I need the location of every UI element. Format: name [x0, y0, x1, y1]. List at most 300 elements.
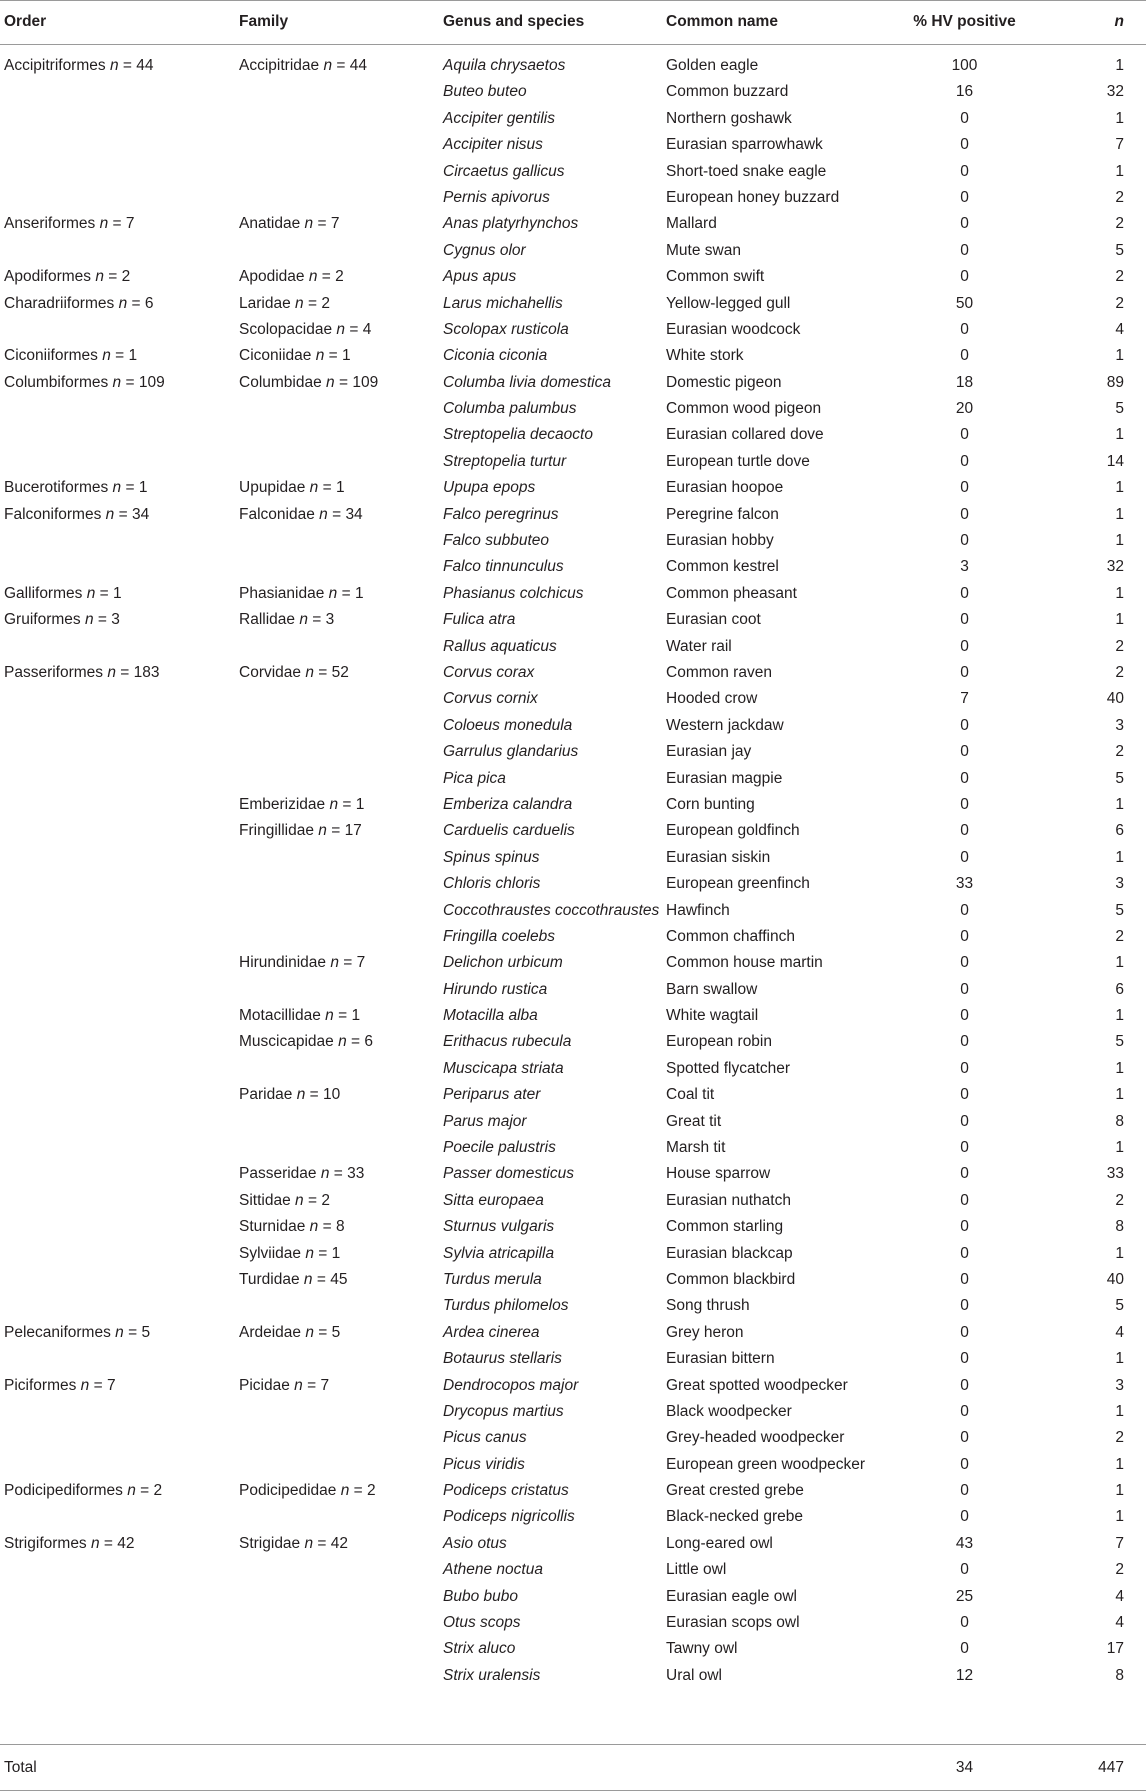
order-cell-name: Strigiformes	[4, 1534, 87, 1552]
species-cell: Bubo bubo	[443, 1587, 518, 1605]
family-cell	[239, 742, 443, 768]
hv-positive-cell: 0	[960, 479, 969, 497]
species-cell: Coccothraustes coccothraustes	[443, 901, 660, 919]
common-name-cell: European robin	[666, 1033, 772, 1051]
table-row	[0, 1349, 1146, 1375]
family-cell: Motacillidae n = 1	[239, 1007, 361, 1025]
table-row	[0, 373, 1146, 399]
hv-positive-cell: 0	[960, 505, 969, 523]
family-cell-count: 1	[354, 584, 364, 602]
table-row	[0, 188, 1146, 214]
hv-positive-cell: 0	[960, 1112, 969, 1130]
table-row	[0, 848, 1146, 874]
family-cell-count: 4	[362, 320, 372, 338]
order-cell: Gruiformes n = 3	[4, 611, 120, 629]
family-cell	[239, 769, 443, 795]
n-cell: 7	[1115, 136, 1124, 154]
common-name-cell: Hooded crow	[666, 690, 758, 708]
family-cell-count: 17	[344, 822, 362, 840]
common-name-cell: Grey heron	[666, 1323, 744, 1341]
hv-positive-cell: 0	[960, 109, 969, 127]
hv-positive-cell: 0	[960, 716, 969, 734]
family-cell: Accipitridae n = 44	[239, 57, 367, 74]
n-cell: 1	[1115, 1350, 1124, 1368]
family-cell-name: Ciconiidae	[239, 347, 312, 365]
order-cell	[0, 452, 239, 478]
order-cell	[0, 1085, 239, 1111]
table-row	[0, 346, 1146, 372]
hv-positive-cell: 0	[960, 1297, 969, 1315]
family-cell	[239, 1613, 443, 1639]
n-cell: 5	[1115, 901, 1124, 919]
species-cell: Rallus aquaticus	[443, 637, 557, 655]
family-cell-name: Scolopacidae	[239, 320, 333, 338]
family-cell: Emberizidae n = 1	[239, 795, 365, 813]
table-row	[0, 1059, 1146, 1085]
common-name-cell: White stork	[666, 347, 744, 365]
order-cell-count: 7	[106, 1376, 116, 1394]
order-cell	[0, 531, 239, 557]
table-row	[0, 663, 1146, 689]
n-cell: 1	[1115, 1455, 1124, 1473]
order-cell: Piciformes n = 7	[4, 1376, 116, 1394]
family-cell: Falconidae n = 34	[239, 505, 363, 523]
hv-positive-cell: 0	[960, 1640, 969, 1658]
n-cell: 6	[1115, 980, 1124, 998]
hv-positive-cell: 0	[960, 347, 969, 365]
order-cell-name: Pelecaniformes	[4, 1323, 111, 1341]
order-cell	[0, 1666, 239, 1692]
family-cell-name: Emberizidae	[239, 795, 326, 813]
total-empty	[443, 1745, 666, 1791]
family-cell: Picidae n = 7	[239, 1376, 330, 1394]
order-cell	[0, 927, 239, 953]
hv-positive-cell: 0	[960, 1482, 969, 1500]
order-cell	[0, 821, 239, 847]
n-cell: 2	[1115, 743, 1124, 761]
family-cell-name: Fringillidae	[239, 822, 314, 840]
common-name-cell: Great tit	[666, 1112, 722, 1130]
order-cell	[0, 557, 239, 583]
header-common-name: Common name	[666, 12, 778, 30]
species-cell: Podiceps nigricollis	[443, 1508, 575, 1526]
table-row	[0, 399, 1146, 425]
table-row	[0, 1191, 1146, 1217]
order-cell-count: 3	[111, 611, 120, 629]
n-cell: 8	[1115, 1218, 1124, 1236]
species-cell: Erithacus rubecula	[443, 1033, 572, 1051]
family-cell-count: 52	[331, 663, 349, 681]
family-cell	[239, 162, 443, 188]
species-cell: Scolopax rusticola	[443, 320, 569, 338]
header-family: Family	[239, 12, 289, 30]
total-n: 447	[1098, 1758, 1124, 1776]
order-cell	[0, 742, 239, 768]
common-name-cell: Common kestrel	[666, 558, 779, 576]
hv-positive-cell: 0	[960, 822, 969, 840]
n-cell: 1	[1115, 347, 1124, 365]
family-cell: Columbidae n = 109	[239, 373, 379, 391]
table-row	[0, 1560, 1146, 1586]
family-cell: Sittidae n = 2	[239, 1191, 330, 1209]
order-cell	[0, 1428, 239, 1454]
n-cell: 2	[1115, 637, 1124, 655]
family-cell	[239, 1560, 443, 1586]
family-cell	[239, 927, 443, 953]
species-cell: Cygnus olor	[443, 241, 526, 259]
family-cell-count: 7	[330, 215, 340, 233]
n-cell: 1	[1115, 162, 1124, 180]
common-name-cell: Common starling	[666, 1218, 784, 1236]
common-name-cell: White wagtail	[666, 1007, 759, 1025]
order-cell	[0, 1613, 239, 1639]
family-cell	[239, 1639, 443, 1665]
n-cell: 5	[1115, 769, 1124, 787]
family-cell-name: Muscicapidae	[239, 1033, 334, 1051]
table-row	[0, 716, 1146, 742]
table-row	[0, 452, 1146, 478]
family-cell-name: Passeridae	[239, 1165, 317, 1183]
table-row	[0, 742, 1146, 768]
species-cell: Spinus spinus	[443, 848, 540, 866]
order-cell	[0, 716, 239, 742]
hv-positive-cell: 0	[960, 1165, 969, 1183]
hv-positive-cell: 0	[960, 1218, 969, 1236]
table-row	[0, 901, 1146, 927]
n-cell: 1	[1115, 954, 1124, 972]
n-cell: 1	[1115, 584, 1124, 602]
family-cell	[239, 716, 443, 742]
order-cell	[0, 1006, 239, 1032]
table-row	[0, 135, 1146, 161]
hv-positive-cell: 20	[955, 400, 974, 418]
family-cell-count: 1	[331, 1244, 341, 1262]
order-cell	[0, 980, 239, 1006]
n-cell: 2	[1115, 1429, 1124, 1447]
n-cell: 32	[1106, 558, 1124, 576]
species-cell: Upupa epops	[443, 479, 536, 497]
table-row	[0, 1112, 1146, 1138]
species-cell: Picus canus	[443, 1429, 527, 1447]
hv-positive-cell: 0	[960, 188, 969, 206]
n-cell: 1	[1115, 848, 1124, 866]
family-cell: Fringillidae n = 17	[239, 822, 362, 840]
n-cell: 2	[1115, 1561, 1124, 1579]
n-cell: 40	[1106, 690, 1124, 708]
family-cell-count: 1	[342, 347, 351, 365]
table-row	[0, 1006, 1146, 1032]
hv-positive-cell: 0	[960, 1191, 969, 1209]
species-cell: Athene noctua	[443, 1561, 543, 1579]
hv-positive-cell: 0	[960, 743, 969, 761]
order-cell-name: Columbiformes	[4, 373, 109, 391]
order-cell-name: Charadriiformes	[4, 294, 115, 312]
order-cell-name: Falconiformes	[4, 505, 102, 523]
table-row	[0, 478, 1146, 504]
hv-positive-cell: 18	[955, 373, 974, 391]
order-cell: Strigiformes n = 42	[4, 1534, 135, 1552]
order-cell	[0, 1296, 239, 1322]
order-cell	[0, 953, 239, 979]
family-cell-name: Rallidae	[239, 611, 296, 629]
n-cell: 4	[1115, 320, 1124, 338]
order-cell	[0, 1032, 239, 1058]
order-cell	[0, 425, 239, 451]
order-cell: Charadriiformes n = 6	[4, 294, 154, 312]
family-cell	[239, 1349, 443, 1375]
table-header	[0, 0, 1146, 44]
table-row	[0, 1455, 1146, 1481]
order-cell	[0, 1164, 239, 1190]
species-cell: Periparus ater	[443, 1086, 541, 1104]
order-cell-count: 7	[125, 215, 135, 233]
family-cell-count: 1	[335, 479, 345, 497]
family-cell-name: Accipitridae	[239, 57, 320, 74]
hv-positive-cell: 0	[960, 268, 969, 286]
hv-positive-cell: 0	[960, 1244, 969, 1262]
family-cell-count: 7	[356, 954, 366, 972]
family-cell	[239, 874, 443, 900]
table-row	[0, 584, 1146, 610]
hv-positive-cell: 0	[960, 320, 969, 338]
family-cell-name: Anatidae	[239, 215, 301, 233]
common-name-cell: Short-toed snake eagle	[666, 162, 827, 180]
family-cell-name: Falconidae	[239, 505, 315, 523]
species-cell: Circaetus gallicus	[443, 162, 565, 180]
common-name-cell: Tawny owl	[666, 1640, 738, 1658]
n-cell: 17	[1106, 1640, 1124, 1658]
hv-positive-cell: 100	[951, 57, 978, 74]
table-row	[0, 505, 1146, 531]
common-name-cell: Common swift	[666, 268, 765, 286]
family-cell	[239, 241, 443, 267]
order-cell	[0, 637, 239, 663]
family-cell	[239, 82, 443, 108]
table-row	[0, 874, 1146, 900]
species-cell: Garrulus glandarius	[443, 743, 579, 761]
order-cell-name: Galliformes	[4, 584, 83, 602]
order-cell	[0, 848, 239, 874]
table-row	[0, 1507, 1146, 1533]
species-cell: Accipiter nisus	[443, 136, 543, 154]
n-cell: 4	[1115, 1587, 1124, 1605]
hv-positive-cell: 0	[960, 241, 969, 259]
family-cell	[239, 1138, 443, 1164]
hv-positive-cell: 12	[955, 1666, 974, 1684]
family-cell: Paridae n = 10	[239, 1086, 341, 1104]
family-cell-count: 8	[335, 1218, 345, 1236]
common-name-cell: Eurasian eagle owl	[666, 1587, 797, 1605]
species-cell: Turdus philomelos	[443, 1297, 569, 1315]
table-row	[0, 320, 1146, 346]
n-cell: 32	[1106, 83, 1124, 101]
n-cell: 8	[1115, 1666, 1124, 1684]
order-cell	[0, 1191, 239, 1217]
order-cell	[0, 795, 239, 821]
order-cell-count: 2	[153, 1482, 163, 1500]
family-cell-name: Ardeidae	[239, 1323, 302, 1341]
order-cell	[0, 1455, 239, 1481]
table-row	[0, 1323, 1146, 1349]
common-name-cell: Coal tit	[666, 1086, 715, 1104]
common-name-cell: Eurasian collared dove	[666, 426, 824, 444]
order-cell-count: 1	[128, 347, 138, 365]
n-cell: 1	[1115, 109, 1124, 127]
family-cell-count: 7	[320, 1376, 330, 1394]
n-cell: 3	[1115, 1376, 1124, 1394]
hv-positive-cell: 0	[960, 769, 969, 787]
common-name-cell: Northern goshawk	[666, 109, 792, 127]
hv-positive-cell: 16	[955, 83, 974, 101]
hv-positive-cell: 0	[960, 1402, 969, 1420]
common-name-cell: Common buzzard	[666, 83, 789, 101]
species-cell: Picus viridis	[443, 1455, 525, 1473]
family-cell-count: 33	[347, 1165, 365, 1183]
common-name-cell: Common wood pigeon	[666, 400, 822, 418]
header-order: Order	[4, 12, 47, 30]
family-cell-count: 1	[351, 1007, 361, 1025]
n-cell: 2	[1115, 663, 1124, 681]
order-cell	[0, 399, 239, 425]
family-cell	[239, 531, 443, 557]
hv-positive-cell: 0	[960, 1376, 969, 1394]
family-cell-name: Corvidae	[239, 663, 302, 681]
table-row	[0, 1244, 1146, 1270]
family-cell	[239, 980, 443, 1006]
order-cell	[0, 874, 239, 900]
common-name-cell: Marsh tit	[666, 1139, 726, 1157]
n-cell: 14	[1106, 452, 1124, 470]
order-cell	[0, 320, 239, 346]
species-cell: Pernis apivorus	[443, 188, 550, 206]
n-cell: 1	[1115, 1244, 1124, 1262]
n-cell: 1	[1115, 1007, 1124, 1025]
table-row	[0, 689, 1146, 715]
order-cell: Apodiformes n = 2	[4, 268, 131, 286]
family-cell-name: Phasianidae	[239, 584, 325, 602]
species-cell: Hirundo rustica	[443, 980, 548, 998]
family-cell: Strigidae n = 42	[239, 1534, 349, 1552]
family-cell	[239, 637, 443, 663]
n-cell: 1	[1115, 532, 1124, 550]
family-cell-count: 1	[355, 795, 365, 813]
hv-positive-cell: 0	[960, 426, 969, 444]
order-cell-name: Gruiformes	[4, 611, 81, 629]
common-name-cell: Great crested grebe	[666, 1482, 804, 1500]
order-cell	[0, 1560, 239, 1586]
order-cell	[0, 1402, 239, 1428]
n-cell: 2	[1115, 294, 1124, 312]
n-cell: 1	[1115, 57, 1124, 74]
species-cell: Streptopelia decaocto	[443, 426, 593, 444]
species-cell: Streptopelia turtur	[443, 452, 567, 470]
order-cell-count: 42	[117, 1534, 135, 1552]
common-name-cell: Eurasian hoopoe	[666, 479, 784, 497]
common-name-cell: Mute swan	[666, 241, 741, 259]
family-cell: Anatidae n = 7	[239, 215, 340, 233]
family-cell: Apodidae n = 2	[239, 268, 344, 286]
species-cell: Podiceps cristatus	[443, 1482, 569, 1500]
family-cell-name: Podicipedidae	[239, 1482, 337, 1500]
table-row	[0, 1138, 1146, 1164]
order-cell-count: 109	[138, 373, 165, 391]
family-cell-name: Sturnidae	[239, 1218, 306, 1236]
total-label: Total	[4, 1758, 37, 1776]
family-cell	[239, 1455, 443, 1481]
n-cell: 2	[1115, 215, 1124, 233]
family-cell: Sturnidae n = 8	[239, 1218, 345, 1236]
species-cell: Asio otus	[443, 1534, 507, 1552]
table-row	[0, 241, 1146, 267]
table-row	[0, 1587, 1146, 1613]
hv-positive-cell: 0	[960, 1455, 969, 1473]
table-body	[0, 45, 1146, 1692]
n-cell: 40	[1106, 1270, 1124, 1288]
hv-positive-cell: 0	[960, 927, 969, 945]
order-cell: Passeriformes n = 183	[4, 663, 160, 681]
family-cell-name: Hirundinidae	[239, 954, 327, 972]
species-cell: Sylvia atricapilla	[443, 1244, 555, 1262]
family-cell	[239, 109, 443, 135]
species-cell: Chloris chloris	[443, 875, 541, 893]
order-cell	[0, 241, 239, 267]
table-row	[0, 1639, 1146, 1665]
order-cell-count: 44	[136, 57, 154, 74]
order-cell	[0, 1217, 239, 1243]
order-cell	[0, 1059, 239, 1085]
hv-positive-cell: 0	[960, 1007, 969, 1025]
order-cell-count: 5	[141, 1323, 151, 1341]
table-row	[0, 267, 1146, 293]
family-cell: Upupidae n = 1	[239, 479, 345, 497]
hv-positive-cell: 0	[960, 954, 969, 972]
family-cell	[239, 689, 443, 715]
species-cell: Falco tinnunculus	[443, 558, 564, 576]
family-cell-count: 109	[352, 373, 379, 391]
species-cell: Emberiza calandra	[443, 795, 573, 813]
family-cell-count: 10	[323, 1086, 341, 1104]
total-empty	[239, 1745, 443, 1791]
table-row	[0, 1666, 1146, 1692]
n-cell: 1	[1115, 1086, 1124, 1104]
order-cell	[0, 901, 239, 927]
family-cell	[239, 188, 443, 214]
common-name-cell: Eurasian coot	[666, 611, 761, 629]
n-cell: 1	[1115, 505, 1124, 523]
order-cell-name: Ciconiiformes	[4, 347, 98, 365]
hv-positive-cell: 0	[960, 452, 969, 470]
family-cell: Ardeidae n = 5	[239, 1323, 341, 1341]
order-cell	[0, 1507, 239, 1533]
common-name-cell: Common pheasant	[666, 584, 797, 602]
common-name-cell: Eurasian hobby	[666, 532, 774, 550]
order-cell-name: Piciformes	[4, 1376, 77, 1394]
family-cell	[239, 1666, 443, 1692]
common-name-cell: Spotted flycatcher	[666, 1059, 791, 1077]
family-cell	[239, 1507, 443, 1533]
family-cell-name: Picidae	[239, 1376, 290, 1394]
species-cell: Fulica atra	[443, 611, 516, 629]
table-row	[0, 1217, 1146, 1243]
species-cell: Anas platyrhynchos	[443, 215, 579, 233]
hv-positive-cell: 0	[960, 215, 969, 233]
order-cell	[0, 689, 239, 715]
n-cell: 1	[1115, 479, 1124, 497]
family-cell: Rallidae n = 3	[239, 611, 335, 629]
species-cell: Columba palumbus	[443, 400, 577, 418]
common-name-cell: Water rail	[666, 637, 732, 655]
family-cell	[239, 1402, 443, 1428]
